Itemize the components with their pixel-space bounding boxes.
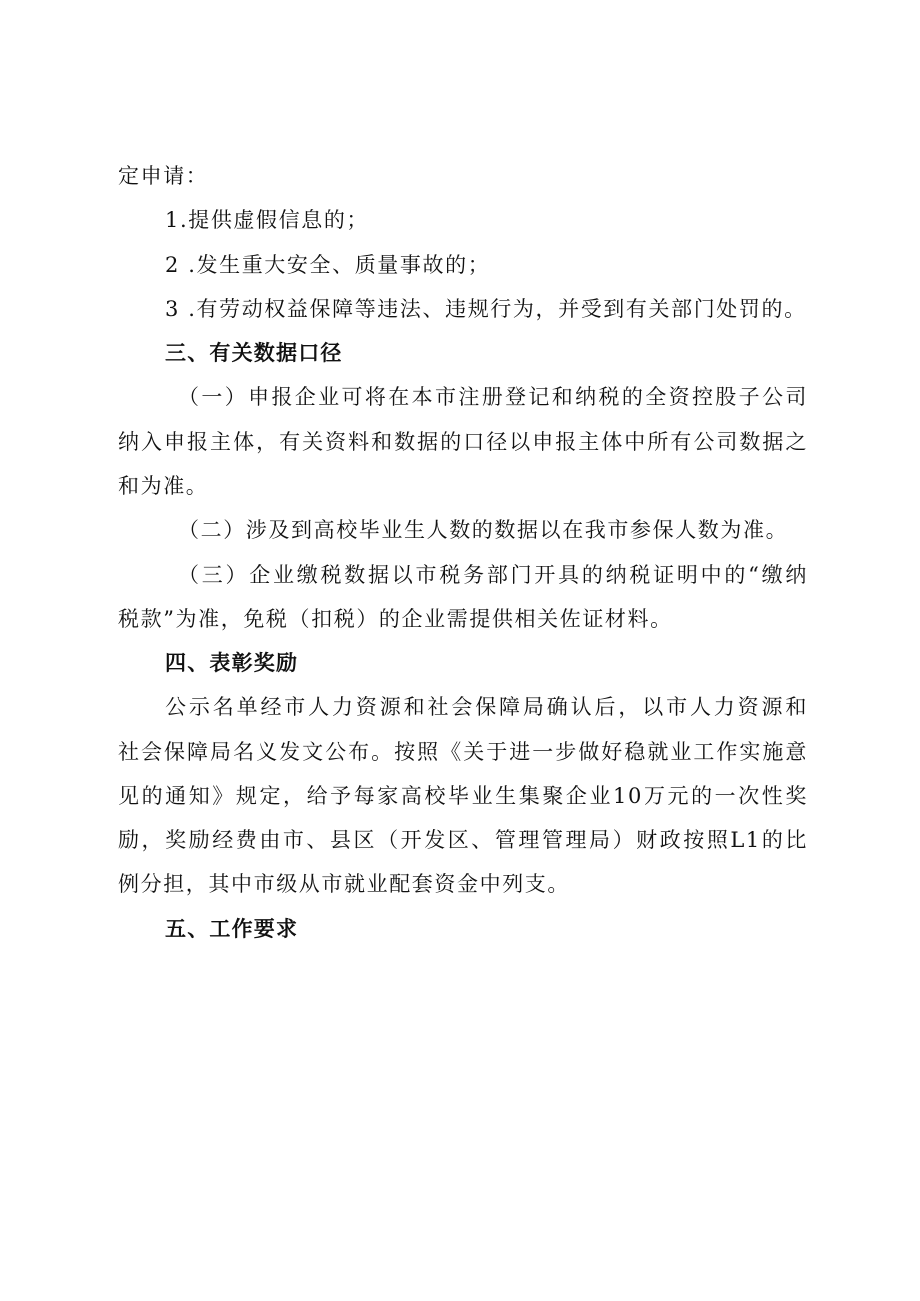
paragraph-line: 和为准。	[118, 474, 209, 498]
paragraph-line: 公示名单经市人力资源和社会保障局确认后，以市人力资源和	[165, 695, 808, 719]
section-heading: 三、有关数据口径	[165, 341, 343, 365]
list-item: 3 .有劳动权益保障等违法、违规行为，并受到有关部门处罚的。	[165, 297, 807, 321]
paragraph-line: 社会保障局名义发文公布。按照《关于进一步做好稳就业工作实施意	[118, 740, 808, 764]
paragraph-line: （二）涉及到高校毕业生人数的数据以在我市参保人数为准。	[178, 518, 789, 542]
paragraph-line: （一）申报企业可将在本市注册登记和纳税的全资控股子公司	[178, 385, 808, 409]
paragraph-line: 纳入申报主体，有关资料和数据的口径以申报主体中所有公司数据之	[118, 430, 808, 454]
paragraph-line: 定申请：	[118, 164, 209, 188]
list-item: 2 .发生重大安全、质量事故的；	[165, 253, 491, 277]
section-heading: 五、工作要求	[165, 917, 299, 941]
list-item: 1.提供虚假信息的；	[165, 208, 370, 232]
paragraph-line: 例分担，其中市级从市就业配套资金中列支。	[118, 872, 570, 896]
paragraph-line: 励，奖励经费由市、县区（开发区、管理管理局）财政按照L1的比	[118, 828, 808, 852]
section-heading: 四、表彰奖励	[165, 651, 299, 675]
paragraph-line: 见的通知》规定，给予每家高校毕业生集聚企业10万元的一次性奖	[118, 784, 808, 808]
paragraph-line: （三）企业缴税数据以市税务部门开具的纳税证明中的“缴纳	[178, 563, 808, 587]
paragraph-line: 税款”为准，免税（扣税）的企业需提供相关佐证材料。	[118, 607, 673, 631]
